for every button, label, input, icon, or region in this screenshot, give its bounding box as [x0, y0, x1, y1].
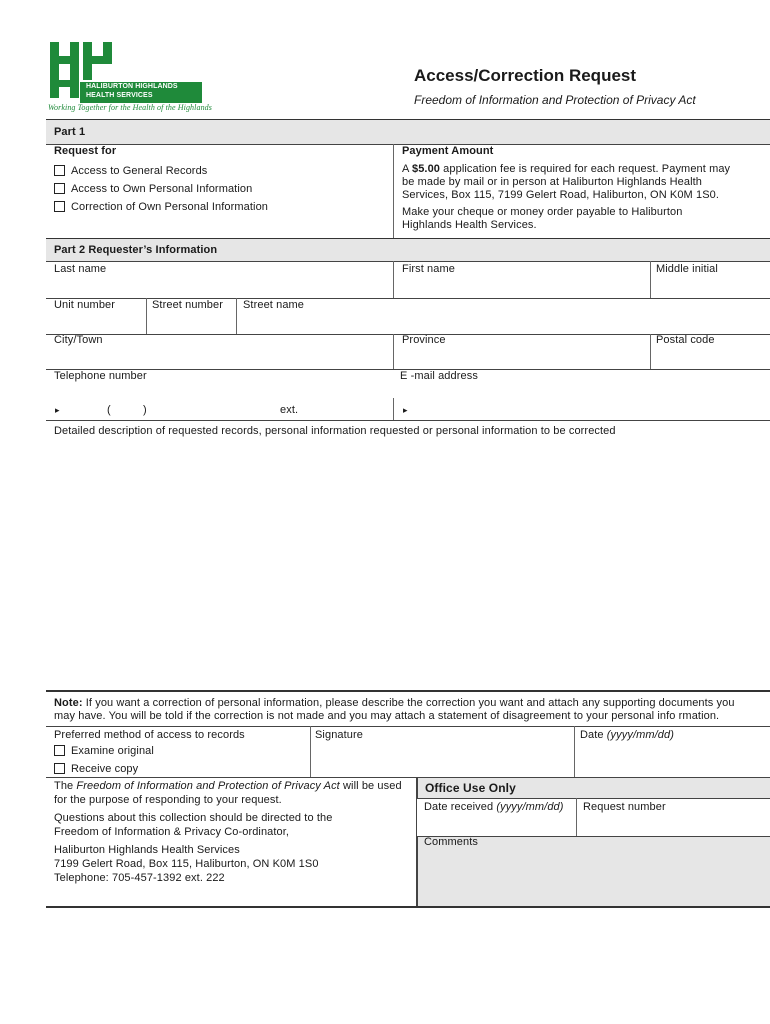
payment-line4: Make your cheque or money order payable to Haliburton — [402, 206, 683, 218]
checkbox-receive-copy[interactable] — [54, 763, 65, 774]
telephone-label: Telephone number — [54, 370, 147, 382]
fippa-line1: The Freedom of Information and Protection of Privacy Act will be used — [54, 780, 402, 792]
questions-line2: Freedom of Information & Privacy Co-ordinator, — [54, 826, 290, 838]
signature-field[interactable] — [315, 744, 569, 774]
last-name-label: Last name — [54, 263, 107, 275]
date-field[interactable] — [580, 748, 764, 766]
checkbox-own-personal-info[interactable] — [54, 183, 65, 194]
receive-copy-label: Receive copy — [71, 763, 139, 775]
phone-arrow-icon: ▸ — [55, 405, 60, 415]
postal-code-label: Postal code — [656, 334, 715, 346]
phone-area-code-field[interactable] — [113, 402, 141, 418]
postal-code-field[interactable] — [656, 349, 764, 367]
organization-logo — [48, 42, 212, 114]
part1-heading: Part 1 — [54, 126, 86, 138]
payment-line2: be made by mail or in person at Haliburton Highlands Health — [402, 176, 703, 188]
phone-area-close: ) — [143, 404, 147, 416]
part2-heading: Part 2 Requester’s Information — [54, 244, 218, 256]
request-number-label: Request number — [583, 801, 666, 813]
note-line2: may have. You will be told if the correction is not made and you may attach a statement of disagreement to your personal info rmation. — [54, 710, 720, 722]
checkbox-examine-original[interactable] — [54, 745, 65, 756]
last-name-field[interactable] — [54, 278, 388, 296]
payment-line5: Highlands Health Services. — [402, 219, 537, 231]
email-label: E -mail address — [400, 370, 478, 382]
unit-number-label: Unit number — [54, 299, 116, 311]
email-arrow-icon: ▸ — [403, 405, 408, 415]
phone-ext-field[interactable] — [302, 402, 388, 418]
street-number-field[interactable] — [152, 314, 232, 332]
address-line3: Telephone: 705-457-1392 ext. 222 — [54, 872, 225, 884]
payment-amount: $5.00 — [412, 163, 441, 175]
phone-number-field[interactable] — [152, 402, 274, 418]
phone-ext-label: ext. — [280, 404, 299, 416]
city-label: City/Town — [54, 334, 103, 346]
street-name-field[interactable] — [243, 314, 763, 332]
option-own-personal-info-label: Access to Own Personal Information — [71, 183, 253, 195]
date-label: Date (yyyy/mm/dd) — [580, 729, 674, 741]
email-field[interactable] — [416, 402, 764, 418]
preferred-access-label: Preferred method of access to records — [54, 729, 245, 741]
checkbox-correction[interactable] — [54, 201, 65, 212]
questions-line1: Questions about this collection should be directed to the — [54, 812, 333, 824]
description-field[interactable] — [54, 442, 764, 688]
street-number-label: Street number — [152, 299, 224, 311]
page-subtitle: Freedom of Information and Protection of Privacy Act — [414, 93, 696, 107]
first-name-field[interactable] — [402, 278, 646, 296]
note-line1: Note: If you want a correction of personal information, please describe the correction you want and attach any supporting documents you — [54, 697, 735, 709]
province-label: Province — [402, 334, 446, 346]
address-line1: Haliburton Highlands Health Services — [54, 844, 240, 856]
payment-line3: Services, Box 115, 7199 Gelert Road, Haliburton, ON K0M 1S0. — [402, 189, 720, 201]
address-line2: 7199 Gelert Road, Box 115, Haliburton, ON K0M 1S0 — [54, 858, 319, 870]
fippa-line2: for the purpose of responding to your request. — [54, 794, 282, 806]
signature-label: Signature — [315, 729, 363, 741]
city-field[interactable] — [54, 349, 388, 367]
examine-original-label: Examine original — [71, 745, 154, 757]
payment-line1: A $5.00 application fee is required for each request. Payment may — [402, 163, 731, 175]
middle-initial-field[interactable] — [656, 278, 764, 296]
logo-tagline: Working Together for the Health of the Highlands — [48, 103, 212, 112]
middle-initial-label: Middle initial — [656, 263, 718, 275]
logo-org-line1: HALIBURTON HIGHLANDS — [86, 83, 178, 90]
first-name-label: First name — [402, 263, 455, 275]
province-field[interactable] — [402, 349, 646, 367]
option-general-records-label: Access to General Records — [71, 165, 208, 177]
logo-org-line2: HEALTH SERVICES — [86, 92, 153, 99]
payment-heading: Payment Amount — [402, 145, 494, 157]
unit-number-field[interactable] — [54, 314, 142, 332]
date-received-label: Date received (yyyy/mm/dd) — [424, 801, 564, 813]
request-for-label: Request for — [54, 145, 117, 157]
note-label: Note: — [54, 697, 83, 709]
part1-header-bar — [46, 120, 770, 144]
phone-area-open: ( — [107, 404, 111, 416]
description-label: Detailed description of requested records, personal information requested or personal information to be corrected — [54, 425, 616, 437]
comments-label: Comments — [424, 836, 478, 848]
street-name-label: Street name — [243, 299, 305, 311]
office-use-heading: Office Use Only — [425, 781, 516, 795]
checkbox-general-records[interactable] — [54, 165, 65, 176]
option-correction-label: Correction of Own Personal Information — [71, 201, 268, 213]
page-title: Access/Correction Request — [414, 66, 637, 85]
